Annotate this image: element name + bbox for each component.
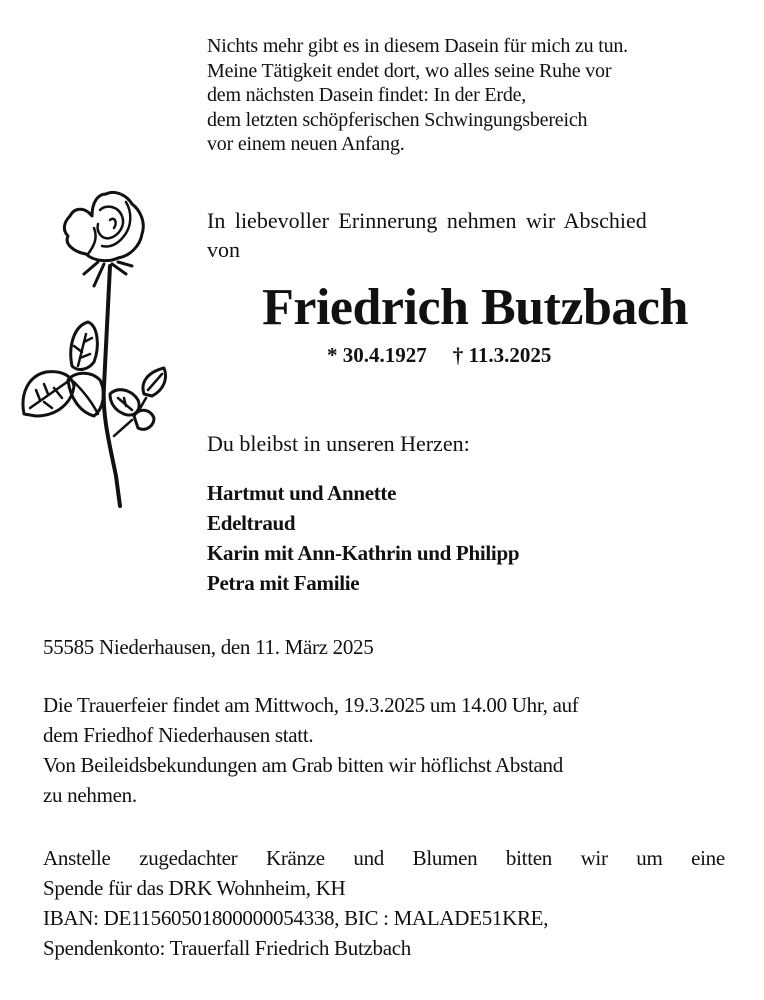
- rose-icon: [14, 176, 194, 512]
- ceremony-line: zu nehmen.: [43, 783, 137, 807]
- word: bitten: [505, 846, 552, 870]
- ceremony-line: Von Beileidsbekundungen am Grab bitten wir höflichst Abstand: [43, 753, 563, 777]
- word: eine: [691, 846, 725, 870]
- place-and-date: 55585 Niederhausen, den 11. März 2025: [43, 635, 374, 659]
- mourner: Karin mit Ann-Kathrin und Philipp: [207, 541, 520, 565]
- ceremony-line: dem Friedhof Niederhausen statt.: [43, 723, 314, 747]
- word: und: [353, 846, 384, 870]
- donation-line-justified: [43, 843, 725, 873]
- funeral-info: [43, 690, 579, 810]
- word: Blumen: [412, 846, 478, 870]
- poem-line: vor einem neuen Anfang.: [207, 133, 405, 155]
- poem-line: dem nächsten Dasein findet: In der Erde,: [207, 84, 527, 106]
- life-dates: [327, 342, 551, 368]
- deceased-name: Friedrich Butzbach: [262, 279, 688, 336]
- mourner: Hartmut und Annette: [207, 481, 397, 505]
- remembrance-line: Du bleibst in unseren Herzen:: [207, 431, 470, 456]
- word: um: [636, 846, 663, 870]
- donation-info: [43, 843, 725, 963]
- intro-line: In liebevoller Erinnerung nehmen wir Abschied: [207, 208, 647, 233]
- word: Anstelle: [43, 846, 111, 870]
- ceremony-line: Die Trauerfeier findet am Mittwoch, 19.3.2025 um 14.00 Uhr, auf: [43, 693, 579, 717]
- word: zugedachter: [139, 846, 238, 870]
- iban-line: IBAN: DE11560501800000054338, BIC : MALADE51KRE,: [43, 906, 549, 930]
- memorial-poem: [207, 34, 628, 157]
- poem-line: Nichts mehr gibt es in diesem Dasein für mich zu tun.: [207, 35, 628, 57]
- mourner: Petra mit Familie: [207, 571, 360, 595]
- death-date: † 11.3.2025: [452, 343, 552, 367]
- donation-line: Spende für das DRK Wohnheim, KH: [43, 876, 346, 900]
- word: Kränze: [265, 846, 325, 870]
- poem-line: Meine Tätigkeit endet dort, wo alles seine Ruhe vor: [207, 59, 612, 82]
- word: wir: [580, 846, 608, 870]
- mourners-list: [207, 478, 519, 598]
- intro-line: von: [207, 237, 240, 262]
- mourner: Edeltraud: [207, 511, 296, 535]
- farewell-intro: [207, 206, 647, 264]
- birth-date: * 30.4.1927: [327, 343, 427, 367]
- donation-account-line: Spendenkonto: Trauerfall Friedrich Butzbach: [43, 936, 411, 960]
- poem-line: dem letzten schöpferischen Schwingungsbereich: [207, 108, 588, 131]
